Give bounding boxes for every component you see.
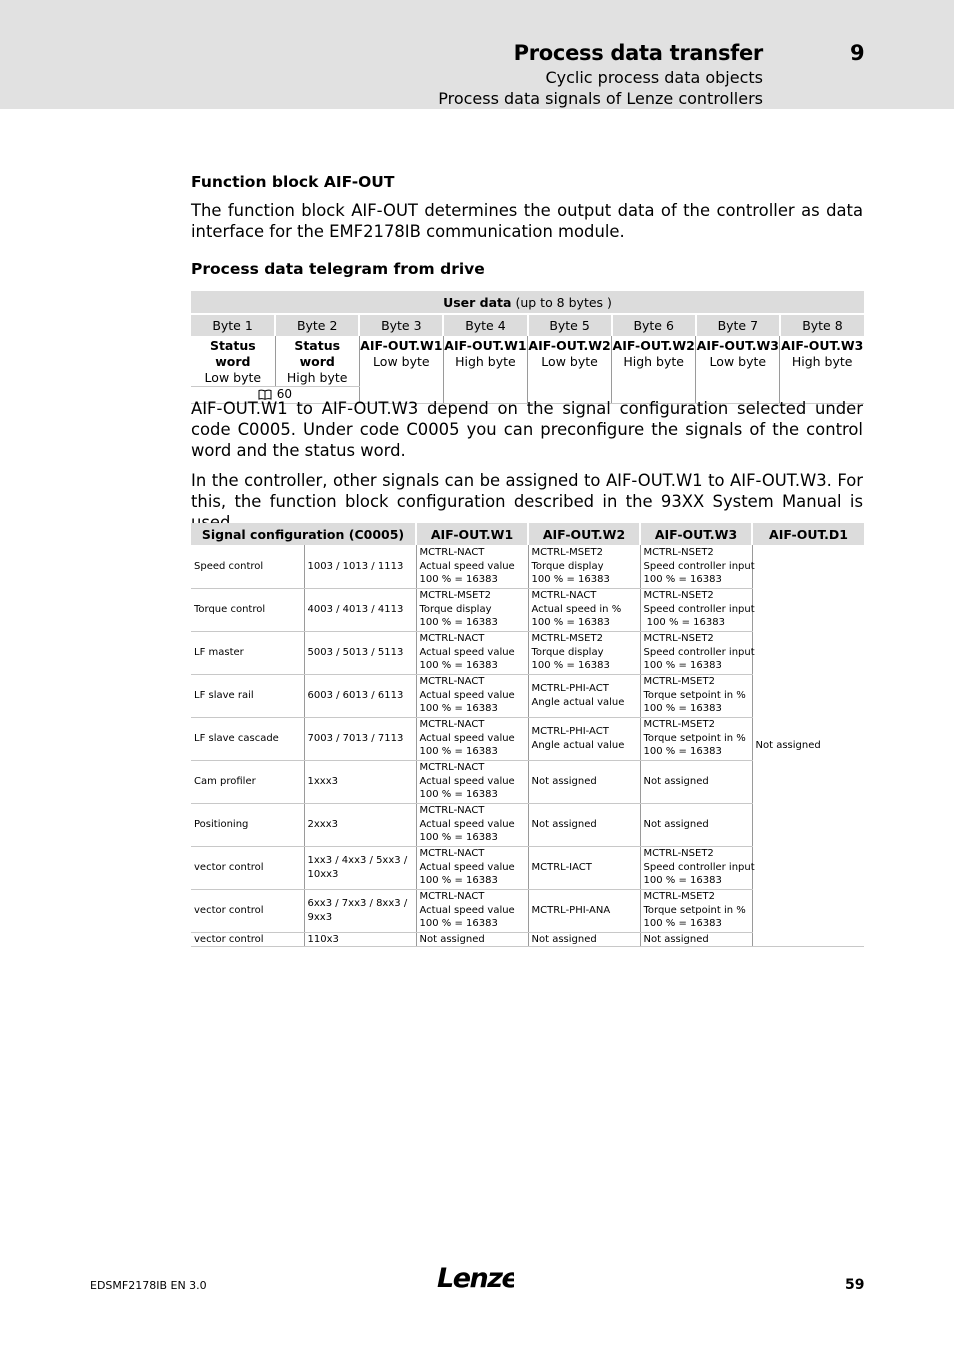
cell-line: 100 % = 16383 [419,617,498,629]
signal-part: Low byte [204,370,262,385]
mode-cell: vector control [191,932,304,946]
w1-cell [416,545,528,588]
cell-line: 100 % = 16383 [643,660,722,672]
signal-name: AIF-OUT.W3 [696,338,779,353]
cell-line: MCTRL-MSET2 [643,719,715,731]
cell-line: Actual speed value [419,689,515,701]
telegram-cell [528,336,612,404]
w1-cell [416,846,528,889]
signal-configuration-table [191,523,864,947]
byte-header: Byte 3 [359,314,443,336]
cell-line: Torque display [531,646,604,658]
cell-line: 100 % = 16383 [531,617,610,629]
cell-line: 100 % = 16383 [643,875,722,887]
cell-line: Torque display [419,603,492,615]
cell-line: Not assigned [643,775,709,787]
page-title: Process data transfer [513,41,763,65]
cell-line: Speed controller input [643,646,755,658]
cell-line: MCTRL-MSET2 [531,633,603,645]
mode-cell: LF master [191,631,304,674]
telegram-cell [780,336,864,404]
w1-cell [416,803,528,846]
cell-line: Torque setpoint in % [643,904,746,916]
signal-part: Low byte [541,354,598,369]
user-data-label: User data [443,294,512,310]
mode-cell: Torque control [191,588,304,631]
byte-header: Byte 6 [612,314,696,336]
cell-line: 100 % = 16383 [419,789,498,801]
w2-cell [528,588,640,631]
signal-name: AIF-OUT.W3 [781,338,864,353]
telegram-cell [612,336,696,404]
w1-cell [416,674,528,717]
cell-line: MCTRL-PHI-ACT [531,683,609,694]
byte-header: Byte 5 [528,314,612,336]
cell-line: Actual speed value [419,646,515,658]
signal-name: Status word [294,338,341,369]
byte-header: Byte 4 [443,314,527,336]
cell-line: MCTRL-NACT [419,633,485,645]
cell-line: MCTRL-MSET2 [419,590,491,602]
signal-part: Low byte [373,354,430,369]
byte-header: Byte 2 [275,314,359,336]
cell-line: MCTRL-NSET2 [643,848,714,860]
w1-cell [416,932,528,946]
cell-line: MCTRL-NACT [419,762,485,774]
signal-part: High byte [455,354,516,369]
signal-name: AIF-OUT.W1 [360,338,443,353]
w3-cell [640,674,752,717]
cell-line: Speed controller input [643,861,755,873]
col-header-w3: AIF-OUT.W3 [640,523,752,545]
code-cell: 6xx3 / 7xx3 / 8xx3 / 9xx3 [304,889,416,932]
paragraph-signal-config: AIF-OUT.W1 to AIF-OUT.W3 depend on the signal configuration selected under code C0005. Under code C0005 you can preconfigure the signals of the control word and the status word. [191,399,863,460]
telegram-cell [696,336,780,404]
paragraph-fb-config: In the controller, other signals can be assigned to AIF-OUT.W1 to AIF-OUT.W3. For this, the function block configuration described in the 93XX System Manual is [191,471,863,511]
cell-line: 100 % = 16383 [419,746,498,758]
w3-cell [640,760,752,803]
w2-cell [528,631,640,674]
code-cell: 6003 / 6013 / 6113 [304,674,416,717]
w2-cell [528,674,640,717]
table-row [191,545,864,588]
telegram-cell [443,336,527,404]
telegram-table [191,291,864,404]
code-cell: 4003 / 4013 / 4113 [304,588,416,631]
cell-line: 100 % = 16383 [419,918,498,930]
w3-cell [640,889,752,932]
cell-line: Not assigned [531,775,597,787]
w1-cell [416,889,528,932]
code-cell: 1xxx3 [304,760,416,803]
mode-cell: vector control [191,846,304,889]
code-cell: 5003 / 5013 / 5113 [304,631,416,674]
cell-line: MCTRL-NACT [419,848,485,860]
cell-line: 100 % = 16383 [531,660,610,672]
reference-page[interactable]: 60 [276,387,293,401]
cell-line: MCTRL-PHI-ACT [531,726,609,737]
cell-line: MCTRL-PHI-ANA [531,904,611,916]
cell-line: Not assigned [643,933,709,945]
signal-name: Status word [209,338,256,369]
w3-cell [640,545,755,588]
page-number: 59 [845,1277,865,1293]
page-subtitle-2: Process data signals of Lenze controllers [438,89,763,108]
w3-cell [640,631,755,674]
cell-line: 100 % = 16383 [643,574,722,585]
w2-cell [528,889,640,932]
cell-line: MCTRL-NACT [419,719,485,731]
cell-line: 100 % = 16383 [419,574,498,585]
cell-line: 100 % = 16383 [419,832,498,844]
cell-line: Not assigned [531,933,597,945]
cell-line: Not assigned [643,818,709,830]
w2-cell [528,717,640,760]
mode-cell: Positioning [191,803,304,846]
code-cell: 110x3 [304,932,416,946]
cell-line: Angle actual value [531,739,625,751]
cell-line: 100 % = 16383 [643,703,722,715]
cell-line: MCTRL-NSET2 [643,547,714,558]
telegram-cell [191,336,275,387]
code-cell: 2xxx3 [304,803,416,846]
code-cell: 1003 / 1013 / 1113 [304,545,416,588]
cell-line: Actual speed value [419,560,515,572]
cell-line: 100 % = 16383 [419,875,498,887]
user-data-header [191,291,864,314]
w2-cell [528,760,640,803]
cell-line: MCTRL-MSET2 [643,891,715,903]
signal-name: AIF-OUT.W2 [528,338,611,353]
cell-line: 100 % = 16383 [643,918,722,930]
logo-text: Lenze [437,1263,514,1292]
section-text-function-block: The function block AIF-OUT determines the output data of the controller as data interface for the EMF2178IB communication module. [191,201,863,241]
section-heading-telegram: Process data telegram from drive [191,260,485,278]
cell-line: Torque display [531,560,604,572]
cell-line: Angle actual value [531,696,625,708]
w1-cell [416,760,528,803]
w3-cell [640,803,752,846]
col-header-d1: AIF-OUT.D1 [752,523,864,545]
byte-header: Byte 8 [780,314,864,336]
cell-line: MCTRL-NACT [419,805,485,817]
user-data-note: (up to 8 bytes ) [511,294,612,310]
cell-line: MCTRL-NACT [419,676,485,688]
cell-line: MCTRL-NACT [531,590,597,602]
col-header-w1: AIF-OUT.W1 [416,523,528,545]
cell-line: 100 % = 16383 [643,746,722,758]
signal-name: AIF-OUT.W2 [612,338,695,353]
code-cell: 7003 / 7013 / 7113 [304,717,416,760]
cell-line: Actual speed value [419,775,515,787]
mode-cell: vector control [191,889,304,932]
document-id: EDSMF2178IB EN 3.0 [90,1279,207,1292]
telegram-cell [275,336,359,387]
cell-line: Not assigned [531,818,597,830]
w2-cell [528,932,640,946]
code-cell: 1xx3 / 4xx3 / 5xx3 / 10xx3 [304,846,416,889]
cell-line: Actual speed value [419,818,515,830]
telegram-cell [359,336,443,404]
lenze-logo [436,1262,514,1296]
col-header-signal-config: Signal configuration (C0005) [191,523,416,545]
cell-line: MCTRL-NSET2 [643,590,714,602]
cell-line: 100 % = 16383 [643,617,725,629]
cell-line: MCTRL-NACT [419,547,485,558]
chapter-number: 9 [850,41,865,65]
col-header-w2: AIF-OUT.W2 [528,523,640,545]
cell-line: Speed controller input [643,560,755,572]
cell-line: Actual speed value [419,732,515,744]
cell-line: 100 % = 16383 [531,574,610,585]
cell-line: MCTRL-IACT [531,861,592,873]
w1-cell [416,588,528,631]
signal-name: AIF-OUT.W1 [444,338,527,353]
cell-line: Actual speed value [419,861,515,873]
w2-cell [528,545,640,588]
w3-cell [640,932,752,946]
cell-line: Actual speed in % [531,603,622,615]
w3-cell [640,846,755,889]
d1-cell: Not assigned [752,545,864,946]
cell-line: MCTRL-NSET2 [643,633,714,645]
section-heading-function-block: Function block AIF-OUT [191,173,395,191]
w1-cell [416,631,528,674]
cell-line: Torque setpoint in % [643,732,746,744]
cell-line: Not assigned [419,933,485,945]
w3-cell [640,588,755,631]
cell-line: Speed controller input [643,603,755,615]
mode-cell: LF slave cascade [191,717,304,760]
page-subtitle-1: Cyclic process data objects [545,68,763,87]
w2-cell [528,803,640,846]
signal-part: Low byte [709,354,767,369]
byte-header: Byte 7 [696,314,780,336]
w1-cell [416,717,528,760]
signal-part: High byte [623,354,684,369]
cell-line: MCTRL-MSET2 [531,547,603,558]
signal-part: High byte [286,370,348,385]
cell-line: Actual speed value [419,904,515,916]
mode-cell: Speed control [191,545,304,588]
signal-part: High byte [791,354,853,369]
mode-cell: LF slave rail [191,674,304,717]
w2-cell [528,846,640,889]
cell-line: MCTRL-MSET2 [643,676,715,688]
cell-line: MCTRL-NACT [419,891,485,903]
cell-line: Torque setpoint in % [643,689,746,701]
byte-header: Byte 1 [191,314,275,336]
cell-line: 100 % = 16383 [419,703,498,715]
w3-cell [640,717,752,760]
cell-line: 100 % = 16383 [419,660,498,672]
mode-cell: Cam profiler [191,760,304,803]
